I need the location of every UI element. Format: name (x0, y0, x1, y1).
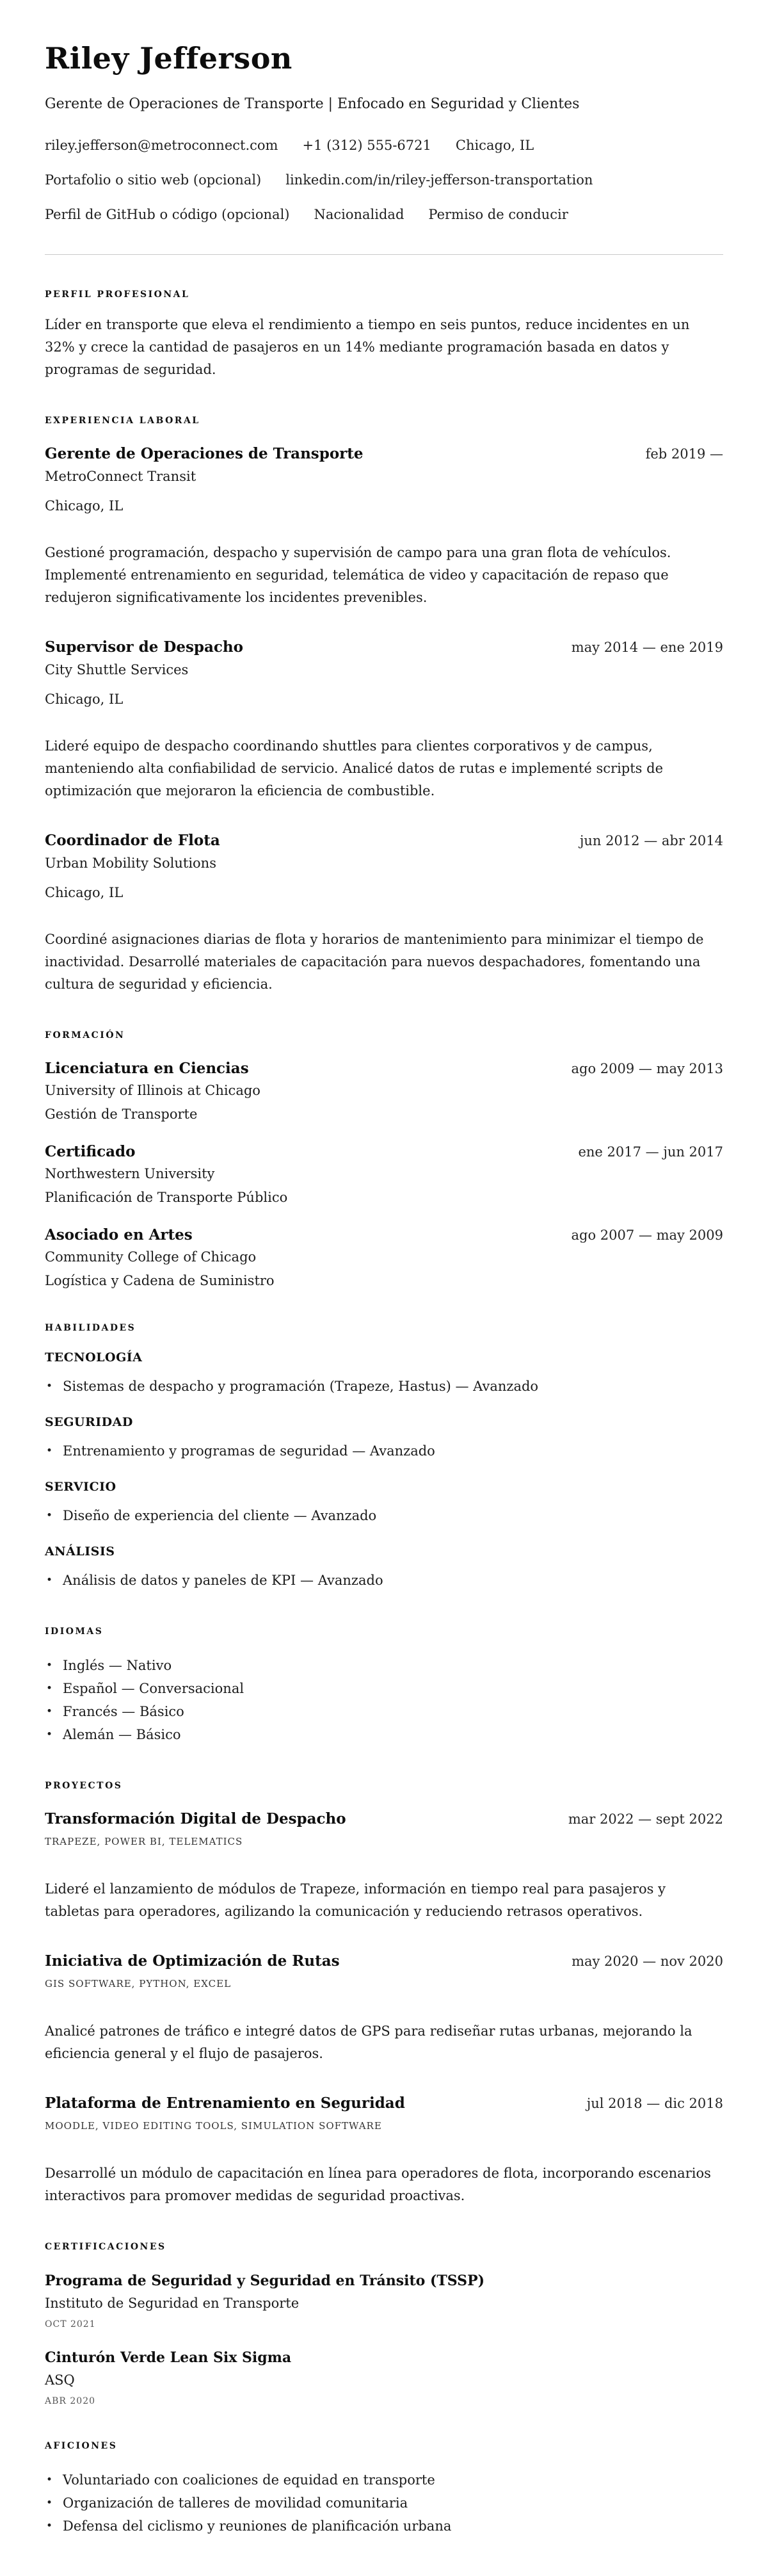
project-description: Desarrollé un módulo de capacitación en línea para operadores de flota, incorporando escenarios interactivos para promover medidas de seguridad proactivas. (45, 2166, 711, 2203)
education-entry (45, 1060, 723, 1122)
job-entry (45, 445, 723, 609)
certification-name: Cinturón Verde Lean Six Sigma (45, 2349, 292, 2366)
section-experience (45, 416, 723, 996)
project-dates: mar 2022 — sept 2022 (568, 1811, 723, 1827)
job-dates: may 2014 — ene 2019 (571, 640, 723, 655)
language-item: • Inglés — Nativo (45, 1654, 723, 1677)
education-head (45, 1060, 723, 1077)
job-dates: feb 2019 — (645, 446, 723, 462)
project-description: Lideré el lanzamiento de módulos de Trapeze, información en tiempo real para pasajeros y tabletas para operadores, agilizando la comunicación y reduciendo retrasos operativos. (45, 1881, 666, 1919)
project-tags: TRAPEZE, POWER BI, TELEMATICS (45, 1836, 243, 1847)
hobby-item: • Defensa del ciclismo y reuniones de planificación urbana (45, 2515, 723, 2538)
skill-item: • Diseño de experiencia del cliente — Avanzado (45, 1504, 723, 1527)
skill-group-title: ANÁLISIS (45, 1544, 115, 1559)
education-dates: ene 2017 — jun 2017 (578, 1144, 723, 1160)
job-head (45, 832, 723, 849)
section-title-projects: PROYECTOS (45, 1781, 123, 1791)
candidate-name: Riley Jefferson (45, 41, 292, 76)
skill-group-title: SERVICIO (45, 1480, 116, 1494)
skill-item: • Entrenamiento y programas de seguridad — Avanzado (45, 1439, 723, 1462)
project-description: Analicé patrones de tráfico e integré datos de GPS para rediseñar rutas urbanas, mejorando la eficiencia general y el flujo de pasajeros. (45, 2023, 692, 2061)
language-item: • Alemán — Básico (45, 1723, 723, 1746)
project-entry (45, 1952, 723, 2065)
job-location: Chicago, IL (45, 692, 124, 707)
project-entry (45, 1810, 723, 1923)
section-education (45, 1030, 723, 1288)
skill-group-title: TECNOLOGÍA (45, 1350, 143, 1365)
project-entry (45, 2094, 723, 2207)
project-head (45, 1810, 723, 1827)
job-entry (45, 832, 723, 996)
education-entry (45, 1226, 723, 1288)
section-title-languages: IDIOMAS (45, 1626, 104, 1637)
education-head (45, 1143, 723, 1160)
section-projects (45, 1781, 723, 2207)
job-title: Coordinador de Flota (45, 832, 220, 849)
certification-entry (45, 2272, 723, 2329)
certification-org: ASQ (45, 2372, 75, 2388)
skill-item: • Sistemas de despacho y programación (Trapeze, Hastus) — Avanzado (45, 1375, 723, 1398)
education-field: Gestión de Transporte (45, 1106, 198, 1122)
skill-group-technology (45, 1350, 723, 1398)
hobby-item: • Voluntariado con coaliciones de equidad en transporte (45, 2468, 723, 2491)
phone-text: +1 (312) 555-6721 (302, 138, 431, 153)
job-description: Lideré equipo de despacho coordinando shuttles para clientes corporativos y de campus, manteniendo alta confiabilidad de servicio. Analicé datos de rutas e implementé scripts de optimización que mejoraron la eficiencia de combustible. (45, 738, 663, 798)
job-title: Supervisor de Despacho (45, 638, 243, 656)
education-entry (45, 1143, 723, 1205)
certification-date: ABR 2020 (45, 2396, 96, 2406)
education-degree: Asociado en Artes (45, 1226, 193, 1243)
contact-row-1 (45, 138, 723, 153)
job-company: Urban Mobility Solutions (45, 855, 216, 871)
education-dates: ago 2007 — may 2009 (571, 1227, 723, 1243)
github-placeholder-text: Perfil de GitHub o código (opcional) (45, 207, 290, 222)
education-dates: ago 2009 — may 2013 (571, 1061, 723, 1076)
candidate-headline: Gerente de Operaciones de Transporte | Enfocado en Seguridad y Clientes (45, 96, 580, 112)
hobby-list (45, 2468, 723, 2538)
job-head (45, 638, 723, 656)
project-tags: MOODLE, VIDEO EDITING TOOLS, SIMULATION SOFTWARE (45, 2120, 382, 2132)
location-text: Chicago, IL (455, 138, 534, 153)
section-languages (45, 1626, 723, 1746)
job-company: MetroConnect Transit (45, 469, 196, 484)
education-field: Logística y Cadena de Suministro (45, 1273, 275, 1288)
driving-license-text: Permiso de conducir (428, 207, 568, 222)
section-title-education: FORMACIÓN (45, 1030, 125, 1041)
hobby-item: • Organización de talleres de movilidad comunitaria (45, 2491, 723, 2515)
language-item: • Francés — Básico (45, 1700, 723, 1723)
project-dates: jul 2018 — dic 2018 (586, 2096, 723, 2111)
job-head (45, 445, 723, 462)
job-description: Gestioné programación, despacho y supervisión de campo para una gran flota de vehículos. Implementé entrenamiento en seguridad, telemática de video y capacitación de repaso que redujeron significativamente los incidentes prevenibles. (45, 545, 671, 605)
job-company: City Shuttle Services (45, 662, 189, 677)
skill-item: • Análisis de datos y paneles de KPI — Avanzado (45, 1569, 723, 1592)
section-title-skills: HABILIDADES (45, 1323, 136, 1333)
certification-name: Programa de Seguridad y Seguridad en Tránsito (TSSP) (45, 2272, 485, 2289)
education-field: Planificación de Transporte Público (45, 1190, 288, 1205)
certification-date: OCT 2021 (45, 2319, 96, 2329)
email-text: riley.jefferson@metroconnect.com (45, 138, 278, 153)
project-title: Transformación Digital de Despacho (45, 1810, 346, 1827)
education-head (45, 1226, 723, 1243)
skill-group-title: SEGURIDAD (45, 1415, 133, 1429)
skill-list (45, 1569, 723, 1592)
language-item: • Español — Conversacional (45, 1677, 723, 1700)
project-head (45, 2094, 723, 2112)
portfolio-placeholder-text: Portafolio o sitio web (opcional) (45, 172, 262, 188)
job-description: Coordiné asignaciones diarias de flota y horarios de mantenimiento para minimizar el tiempo de inactividad. Desarrollé materiales de capacitación para nuevos despachadores, fomentando una cultura de seguridad y eficiencia. (45, 932, 704, 992)
section-profile (45, 289, 723, 381)
section-title-experience: EXPERIENCIA LABORAL (45, 416, 200, 426)
header-divider (45, 254, 723, 255)
job-dates: jun 2012 — abr 2014 (579, 833, 723, 848)
certification-entry (45, 2349, 723, 2406)
section-hobbies (45, 2441, 723, 2538)
education-degree: Licenciatura en Ciencias (45, 1060, 249, 1077)
skill-group-service (45, 1480, 723, 1527)
job-location: Chicago, IL (45, 885, 124, 900)
resume-header (45, 41, 723, 255)
section-title-certifications: CERTIFICACIONES (45, 2242, 166, 2252)
skill-list (45, 1504, 723, 1527)
education-school: Community College of Chicago (45, 1249, 257, 1265)
job-location: Chicago, IL (45, 498, 124, 514)
contact-row-2 (45, 172, 723, 188)
project-tags: GIS SOFTWARE, PYTHON, EXCEL (45, 1978, 232, 1989)
linkedin-text: linkedin.com/in/riley-jefferson-transportation (285, 172, 593, 188)
skill-list (45, 1439, 723, 1462)
project-dates: may 2020 — nov 2020 (572, 1954, 723, 1969)
skill-list (45, 1375, 723, 1398)
section-skills (45, 1323, 723, 1592)
section-title-profile: PERFIL PROFESIONAL (45, 289, 190, 300)
project-title: Iniciativa de Optimización de Rutas (45, 1952, 340, 1970)
job-entry (45, 638, 723, 802)
project-head (45, 1952, 723, 1970)
section-certifications (45, 2242, 723, 2406)
education-school: University of Illinois at Chicago (45, 1083, 260, 1098)
contact-row-3 (45, 207, 723, 222)
education-degree: Certificado (45, 1143, 136, 1160)
education-school: Northwestern University (45, 1166, 215, 1181)
job-title: Gerente de Operaciones de Transporte (45, 445, 364, 462)
skill-group-safety (45, 1415, 723, 1462)
section-title-hobbies: AFICIONES (45, 2441, 118, 2451)
language-list (45, 1654, 723, 1746)
nationality-text: Nacionalidad (314, 207, 404, 222)
skill-group-analysis (45, 1544, 723, 1592)
project-title: Plataforma de Entrenamiento en Seguridad (45, 2094, 405, 2112)
certification-org: Instituto de Seguridad en Transporte (45, 2296, 300, 2311)
profile-summary-text: Líder en transporte que eleva el rendimiento a tiempo en seis puntos, reduce incidentes en un 32% y crece la cantidad de pasajeros en un 14% mediante programación basada en datos y programas de seguridad. (45, 317, 690, 377)
